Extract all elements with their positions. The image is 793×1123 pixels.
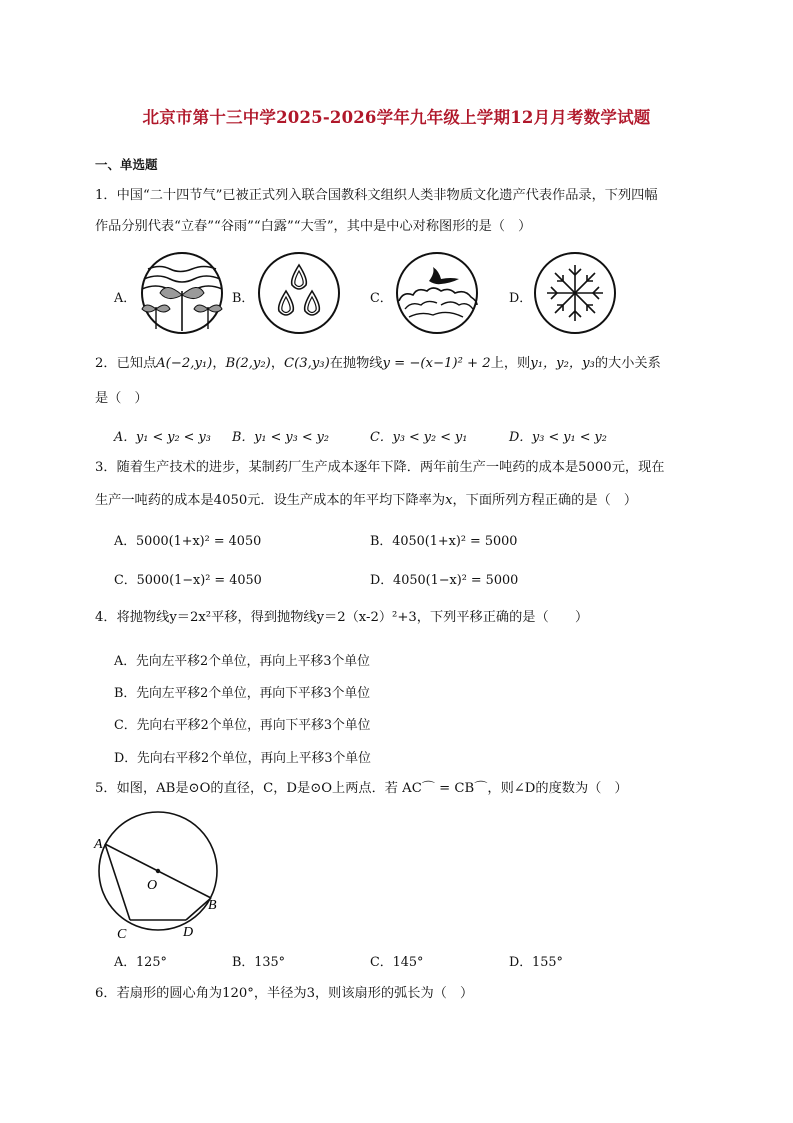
q2-line1: 2．已知点A(−2,y₁)，B(2,y₂)，C(3,y₃)在抛物线y = −(x−1)² + 2上，则y₁，y₂，y₃的大小关系: [95, 356, 661, 371]
q3-line2: [95, 492, 637, 510]
q2-point-a: A(−2,y₁): [156, 356, 213, 371]
q2-option-d: D．y₃ < y₁ < y₂: [509, 430, 607, 445]
q1-line2: 作品分别代表“立春”“谷雨”“白露”“大雪”，其中是中心对称图形的是（ ）: [95, 219, 532, 234]
q3-option-d: D．4050(1−x)² = 5000: [370, 573, 519, 588]
q1-line1: 1．中国“二十四节气”已被正式列入联合国教科文组织人类非物质文化遗产代表作品录，下列四幅: [95, 188, 658, 203]
bird-cloud-icon: [393, 251, 483, 335]
q2-variables: y₁，y₂，y₃: [530, 356, 595, 371]
q2-prefix: 2．已知点: [95, 356, 157, 371]
q3-option-a: A．5000(1+x)² = 4050: [114, 534, 262, 549]
q2-suffix: 上，则: [490, 356, 531, 371]
q2-option-b: B．y₁ < y₃ < y₂: [232, 430, 329, 445]
q2-point-b: B(2,y₂): [225, 356, 271, 371]
raindrops-icon: [255, 251, 345, 335]
sprout-icon: [138, 251, 228, 335]
q3-option-b: B．4050(1+x)² = 5000: [370, 534, 518, 549]
q3-variable: x: [445, 493, 453, 508]
q5-line1: 5．如图，AB是⊙O的直径，C，D是⊙O上两点．若 AC⌒ = CB⌒，则∠D的度数为（ ）: [95, 781, 628, 796]
q2-point-c: C(3,y₃): [284, 356, 330, 371]
q1-option-d-label: D．: [509, 291, 533, 306]
circle-diagram: [90, 810, 230, 945]
point-o-label: O: [147, 878, 158, 893]
q6-line1: 6．若扇形的圆心角为120°，半径为3，则该扇形的弧长为（ ）: [95, 986, 474, 1001]
q2-line2: 是（ ）: [95, 391, 148, 406]
q1-option-c-label: C．: [370, 291, 393, 306]
q3-line2-end: ，下面所列方程正确的是（ ）: [452, 493, 638, 508]
q2-parabola-equation: y = −(x−1)² + 2: [382, 356, 491, 371]
q4-line1: 4．将抛物线y＝2x²平移，得到抛物线y＝2（x-2）²+3，下列平移正确的是（ ）: [95, 610, 589, 625]
q3-line1: 3．随着生产技术的进步，某制药厂生产成本逐年下降．两年前生产一吨药的成本是5000元，现在: [95, 460, 665, 475]
point-a-label: A: [94, 837, 103, 852]
q2-end: 的大小关系: [594, 356, 661, 371]
page-title: 北京市第十三中学2025-2026学年九年级上学期12月月考数学试题: [142, 108, 651, 127]
q2-option-c: C．y₃ < y₂ < y₁: [370, 430, 468, 445]
q3-line2-start: 生产一吨药的成本是4050元．设生产成本的年平均下降率为: [95, 493, 446, 508]
section-heading: 一、单选题: [95, 157, 158, 172]
q1-option-a-label: A．: [114, 291, 137, 306]
q5-option-a: A．125°: [114, 955, 167, 970]
q4-option-c: C．先向右平移2个单位，再向下平移3个单位: [114, 718, 371, 733]
snowflake-icon: [531, 251, 621, 335]
q3-option-c: C．5000(1−x)² = 4050: [114, 573, 262, 588]
q5-option-c: C．145°: [370, 955, 424, 970]
q1-option-b-label: B．: [232, 291, 255, 306]
q4-option-a: A．先向左平移2个单位，再向上平移3个单位: [114, 654, 370, 669]
q4-option-b: B．先向左平移2个单位，再向下平移3个单位: [114, 686, 371, 701]
q2-mid: 在抛物线: [329, 356, 383, 371]
q5-option-d: D．155°: [509, 955, 563, 970]
point-c-label: C: [117, 927, 127, 942]
q5-option-b: B．135°: [232, 955, 286, 970]
point-b-label: B: [208, 898, 217, 913]
q2-option-a: A．y₁ < y₂ < y₃: [114, 430, 211, 445]
q4-option-d: D．先向右平移2个单位，再向上平移3个单位: [114, 751, 371, 766]
point-d-label: D: [183, 925, 194, 940]
